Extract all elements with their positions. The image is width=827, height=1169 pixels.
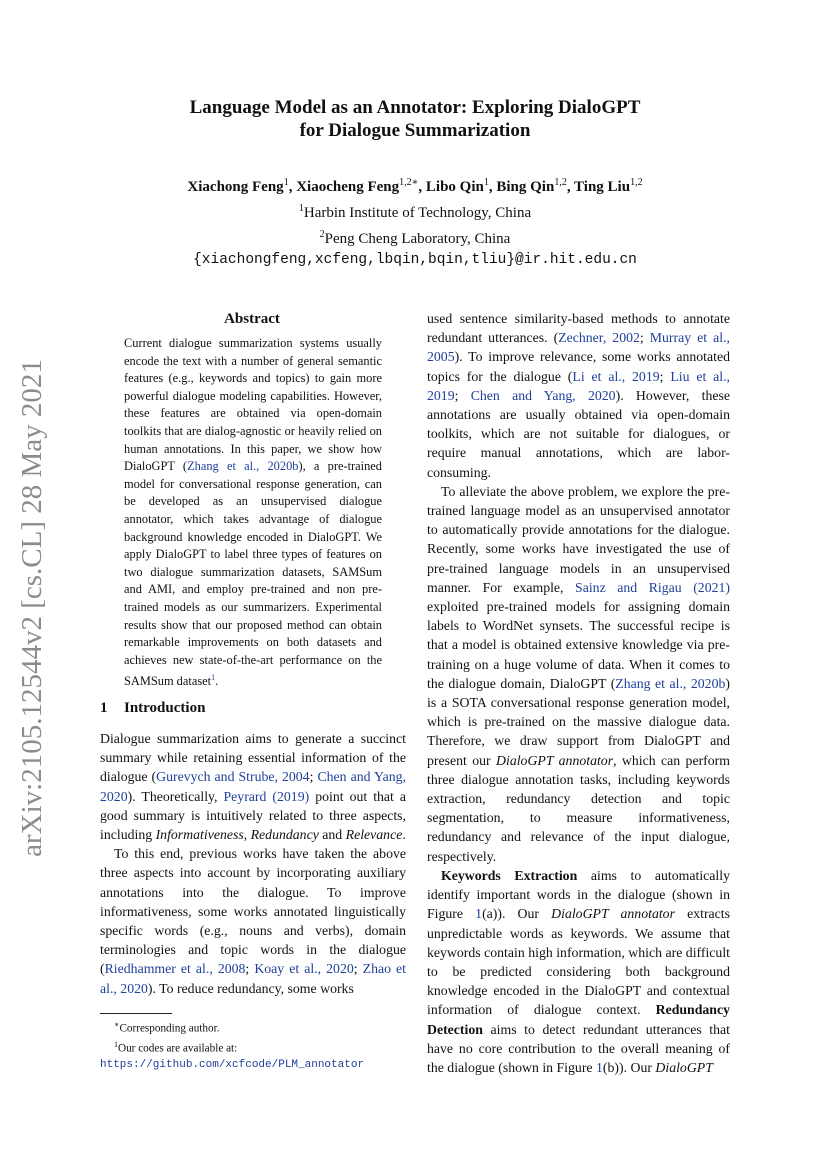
- emphasis: DialoGPT annotator: [496, 752, 614, 768]
- footnote-mark: 1: [114, 1040, 118, 1050]
- author-4-affil: 1,2: [554, 177, 567, 188]
- text: (b)). Our: [602, 1059, 656, 1075]
- footnotes: [100, 1017, 406, 1074]
- affiliation-2: [100, 224, 730, 250]
- citation-link[interactable]: Zhang et al., 2020b: [187, 459, 299, 474]
- citation-link[interactable]: Peyrard (2019): [223, 788, 310, 804]
- text: aims to automatically identify important words in the dialogue (shown in Figure: [427, 867, 730, 922]
- text: ). Theoretically,: [127, 788, 224, 804]
- text: , which can perform three dialogue annotation tasks, including keywords extraction, redundancy detection and topic segmentation, to measure informativeness, redundancy and relevance of the input dialogue, respectively.: [427, 752, 730, 864]
- figure-link[interactable]: 1: [596, 1059, 603, 1075]
- paragraph: [100, 844, 406, 998]
- author-4: Bing Qin: [496, 179, 555, 195]
- footnote-text: Corresponding author.: [119, 1022, 220, 1035]
- text: .: [402, 827, 406, 843]
- author-1-affil: 1: [283, 177, 289, 188]
- text: aims to detect redundant utterances that have no core contribution to the overall meaning of the dialogue (shown in Figure: [427, 1021, 730, 1075]
- author-emails: {xiachongfeng,xcfeng,lbqin,bqin,tliu}@ir.hit.edu.cn: [193, 252, 637, 268]
- abstract-text-3: .: [215, 674, 219, 689]
- arxiv-identifier-text: arXiv:2105.12544v2 [cs.CL] 28 May 2021: [16, 359, 48, 857]
- citation-link[interactable]: Li et al., 2019: [572, 368, 660, 384]
- abstract-heading: Abstract: [224, 311, 280, 327]
- title-line-2: for Dialogue Summarization: [299, 120, 531, 141]
- text: ;: [309, 769, 318, 785]
- author-5: Ting Liu: [574, 179, 631, 195]
- abstract-body: [124, 335, 382, 691]
- section-heading-introduction: [100, 700, 406, 717]
- footnote-link[interactable]: 1: [211, 673, 216, 683]
- author-2: Xiaocheng Feng: [296, 179, 400, 195]
- author-1: Xiachong Feng: [187, 179, 284, 195]
- citation-link[interactable]: Chen and Yang, 2020: [470, 387, 616, 403]
- footnote-code: [100, 1037, 406, 1074]
- text: ;: [245, 961, 255, 977]
- citation-link[interactable]: Riedhammer et al., 2008: [104, 961, 246, 977]
- text: Dialogue summarization aims to generate a succinct summary while retaining essential information of the dialogue (: [100, 731, 406, 785]
- emphasis: Redundancy: [250, 827, 319, 843]
- emphasis: Relevance: [345, 827, 403, 843]
- citation-link[interactable]: Murray et al., 2005: [427, 330, 730, 365]
- bold-term: Keywords Extraction: [441, 867, 578, 883]
- corresponding-mark: ∗: [411, 177, 419, 188]
- citation-link[interactable]: Liu et al., 2019: [427, 368, 730, 403]
- text: ). However, these annotations are usually obtained via open-domain toolkits, which are not suitable for dialogues, or require manual annotations, which are labor-consuming.: [427, 387, 730, 480]
- author-block: [100, 172, 730, 271]
- text: To this end, previous works have taken the above three aspects into account by incorporating auxiliary annotations into the dialogue. To improve informativeness, some works annotated linguistically specific words (e.g., nouns and verbs), domain terminologies and topic words in the dialogue (: [100, 846, 406, 977]
- citation-link[interactable]: Zhang et al., 2020b: [615, 675, 726, 691]
- text: ;: [454, 387, 471, 403]
- text: used sentence similarity-based methods to annotate redundant utterances. (: [427, 311, 730, 346]
- author-5-affil: 1,2: [630, 177, 643, 188]
- footnote-divider: [100, 1013, 172, 1014]
- text: ;: [353, 961, 363, 977]
- text: ). To improve relevance, some works annotated topics for the dialogue (: [427, 349, 730, 384]
- citation-link[interactable]: Koay et al., 2020: [254, 961, 354, 977]
- emphasis: DialoGPT: [655, 1059, 713, 1075]
- affiliation-1-text: Harbin Institute of Technology, China: [303, 205, 532, 221]
- citation-link[interactable]: Sainz and Rigau (2021): [575, 579, 730, 595]
- emphasis: DialoGPT annotator: [551, 906, 675, 922]
- text: ) is a SOTA conversational response generation model, which is pre-trained on the massive dialogue data. Therefore, we draw support from DialoGPT and present our: [427, 675, 730, 768]
- citation-link[interactable]: Zechner, 2002: [558, 330, 640, 346]
- text: (a)). Our: [482, 906, 552, 922]
- paragraph: [427, 866, 730, 1077]
- figure-link[interactable]: 1: [475, 906, 483, 922]
- text: ,: [243, 827, 251, 843]
- paragraph: [100, 729, 406, 844]
- author-names: Xiachong Feng$^1$, Xiaocheng Feng$^{1,2∗}$, Libo Qin$^1$, Bing Qin$^{1,2}$, Ting Liu$^{1,2}$: [187, 177, 643, 195]
- section-title: Introduction: [124, 700, 206, 716]
- affiliation-1-mark: 1: [298, 203, 304, 214]
- author-3-affil: 1: [483, 177, 489, 188]
- section-number: 1: [100, 700, 108, 716]
- author-2-affil: 1,2: [399, 177, 412, 188]
- paragraph: [427, 309, 730, 482]
- footnote-corresponding: [100, 1017, 406, 1037]
- bold-term: Redundancy Detection: [427, 1002, 730, 1037]
- abstract-text-1: Current dialogue summarization systems usually encode the text with a number of general semantic features (e.g., keywords and topics) to gain more powerful dialogue modeling capabilities. However, these features are obtained via open-domain toolkits that are dialog-agnostic or heavily relied on human annotations. In this paper, we show how DialoGPT (: [124, 336, 382, 474]
- text: extracts unpredictable words as keywords. We assume that keywords contain high information, which are difficult to be predicted considering both background knowledge encoded in the DialoGPT and contextual information of dialogue context.: [427, 906, 730, 1018]
- paragraph: [427, 482, 730, 866]
- citation-link[interactable]: Gurevych and Strube, 2004: [156, 769, 310, 785]
- author-3: Libo Qin: [425, 179, 484, 195]
- left-column-body: [100, 729, 406, 998]
- code-url-link[interactable]: https://github.com/xcfcode/PLM_annotator: [100, 1059, 365, 1072]
- text: To alleviate the above problem, we explore the pre-trained language model as an unsupervised annotator to automatically provide annotations for the dialogue. Recently, some works have investigated the use of pre-trained language models in an unsupervised manner. For example,: [427, 483, 730, 595]
- citation-link[interactable]: Zhao et al., 2020: [100, 961, 406, 996]
- text: ). To reduce redundancy, some works: [147, 980, 354, 996]
- text: and: [318, 827, 346, 843]
- paper-title: [100, 96, 730, 142]
- text: ;: [639, 330, 650, 346]
- title-line-1: Language Model as an Annotator: Exploring DialoGPT: [189, 97, 641, 118]
- affiliation-2-mark: 2: [319, 229, 325, 240]
- right-column-body: [427, 309, 730, 1077]
- citation-link[interactable]: Chen and Yang, 2020: [100, 769, 406, 804]
- text: ;: [659, 368, 671, 384]
- abstract-text-2: ), a pre-trained model for conversational response generation, can be developed as an unsupervised dialogue annotator, which takes advantage of dialogue background knowledge encoded in DialoGPT. We apply DialoGPT to label three types of features on two dialogue summarization datasets, SAMSum and AMI, and employ pre-trained and non pre-trained models as our summarizers. Experimental results show that our proposed method can obtain remarkable improvements on both datasets and achieves new state-of-the-art performance on the SAMSum dataset: [124, 459, 382, 689]
- affiliation-2-text: Peng Cheng Laboratory, China: [324, 231, 511, 247]
- emphasis: Informativeness: [155, 827, 244, 843]
- footnote-text: Our codes are available at:: [118, 1042, 238, 1055]
- footnote-mark: ∗: [114, 1020, 120, 1029]
- text: point out that a good summary is intuitively related to three aspects, including: [100, 788, 407, 843]
- text: exploited pre-trained models for assigning domain labels to WordNet synsets. The successful recipe is that a model is obtained extensive knowledge via pre-training on a huge volume of data. When it comes to the dialogue domain, DialoGPT (: [427, 599, 730, 691]
- affiliation-1: [100, 198, 730, 224]
